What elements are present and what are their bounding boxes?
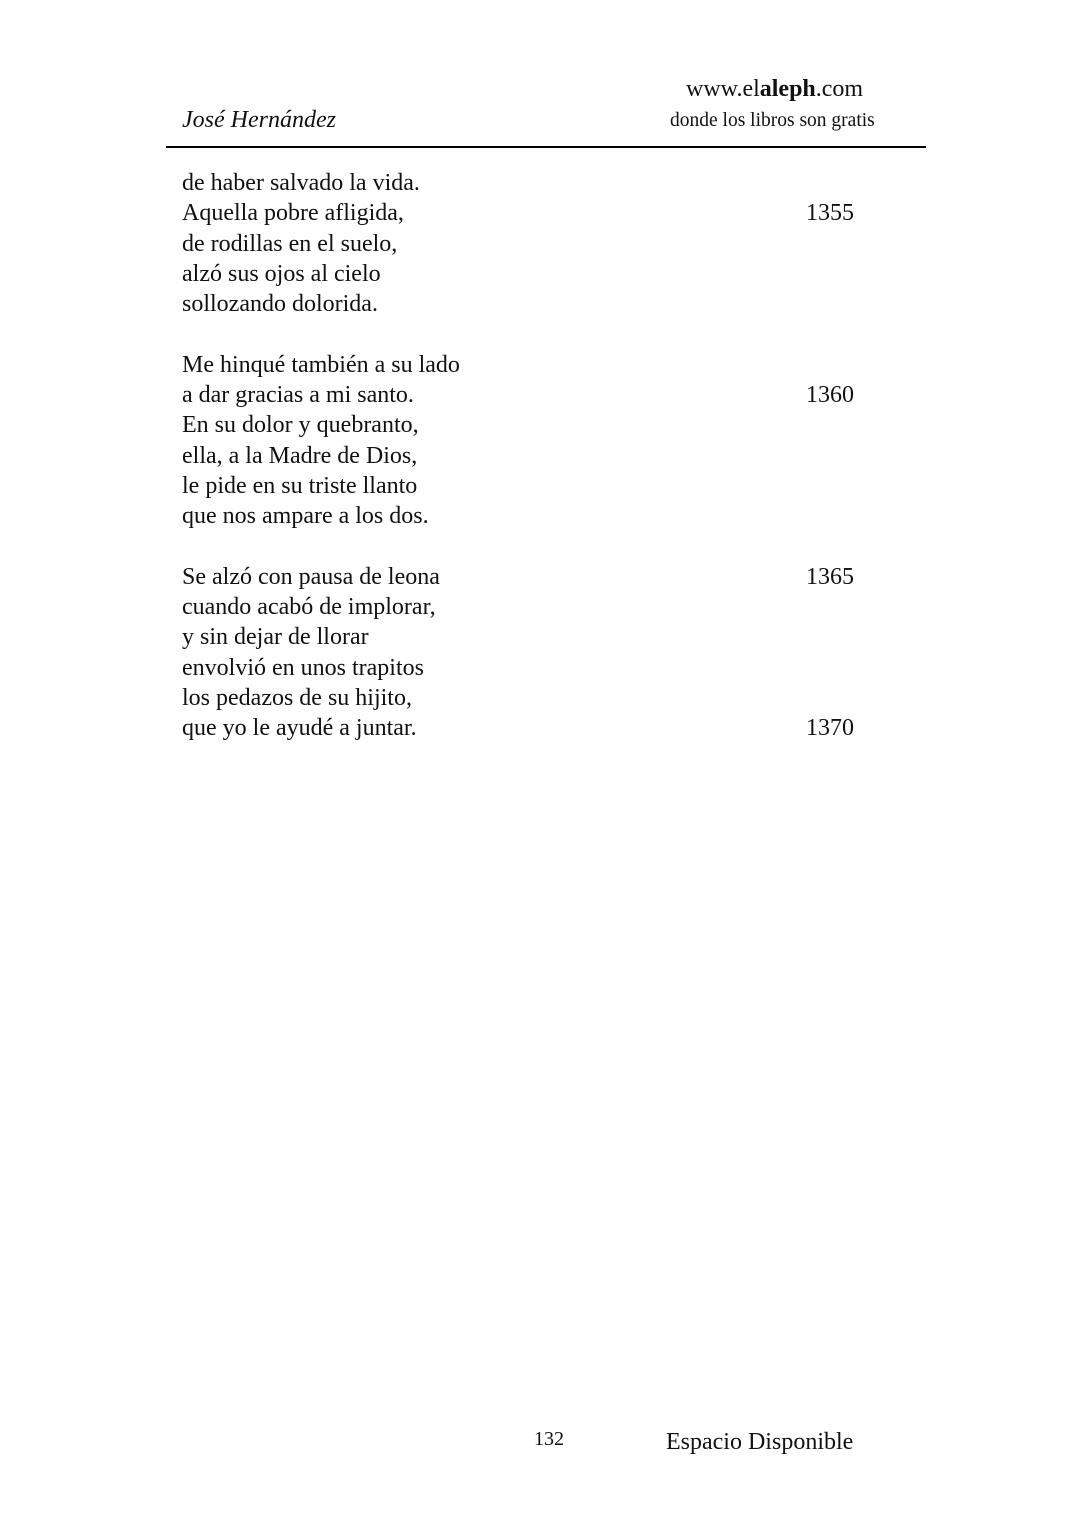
verse-line xyxy=(182,380,882,410)
verse-line xyxy=(182,229,882,259)
verse-line xyxy=(182,653,882,683)
footer-label: Espacio Disponible xyxy=(666,1429,854,1455)
verse-text: los pedazos de su hijito, xyxy=(182,685,412,712)
verse-number: 1370 xyxy=(806,715,854,742)
verse-line xyxy=(182,259,882,289)
verse-text: sollozando dolorida. xyxy=(182,291,378,318)
verse-text: ella, a la Madre de Dios, xyxy=(182,442,418,469)
verse-text: y sin dejar de llorar xyxy=(182,624,369,651)
verse-text: cuando acabó de implorar, xyxy=(182,594,436,621)
verse-number: 1355 xyxy=(806,200,854,227)
page-number: 132 xyxy=(534,1428,564,1450)
verse-line xyxy=(182,350,882,380)
verse-text: que yo le ayudé a juntar. xyxy=(182,715,417,742)
author-name: José Hernández xyxy=(182,107,336,133)
verse-text: Aquella pobre afligida, xyxy=(182,200,404,227)
verse-line xyxy=(182,622,882,652)
verse-line xyxy=(182,168,882,198)
verse-line xyxy=(182,410,882,440)
verse-text: que nos ampare a los dos. xyxy=(182,503,429,530)
verse-line xyxy=(182,592,882,622)
poem-body xyxy=(182,168,882,744)
verse-text: Me hinqué también a su lado xyxy=(182,351,460,378)
verse-line xyxy=(182,501,882,531)
verse-line xyxy=(182,198,882,228)
verse-line xyxy=(182,713,882,743)
verse-text: a dar gracias a mi santo. xyxy=(182,382,414,409)
site-url xyxy=(686,74,863,104)
site-url-suffix: .com xyxy=(815,76,864,102)
verse-number: 1365 xyxy=(806,563,854,590)
verse-text: de haber salvado la vida. xyxy=(182,170,420,196)
verse-line xyxy=(182,471,882,501)
verse-text: envolvió en unos trapitos xyxy=(182,654,424,681)
site-tagline: donde los libros son gratis xyxy=(670,110,875,131)
verse-line xyxy=(182,562,882,592)
stanza xyxy=(182,562,882,744)
site-url-brand: aleph xyxy=(759,76,816,102)
verse-text: le pide en su triste llanto xyxy=(182,472,418,499)
verse-line xyxy=(182,441,882,471)
verse-text: En su dolor y quebranto, xyxy=(182,412,419,439)
verse-text: de rodillas en el suelo, xyxy=(182,230,398,257)
verse-text: alzó sus ojos al cielo xyxy=(182,260,381,287)
verse-text: Se alzó con pausa de leona xyxy=(182,563,440,590)
stanza xyxy=(182,350,882,532)
stanza xyxy=(182,168,882,319)
verse-line xyxy=(182,683,882,713)
verse-number: 1360 xyxy=(806,382,854,409)
site-url-prefix: www.el xyxy=(686,76,760,102)
header-divider xyxy=(166,146,926,148)
verse-line xyxy=(182,289,882,319)
